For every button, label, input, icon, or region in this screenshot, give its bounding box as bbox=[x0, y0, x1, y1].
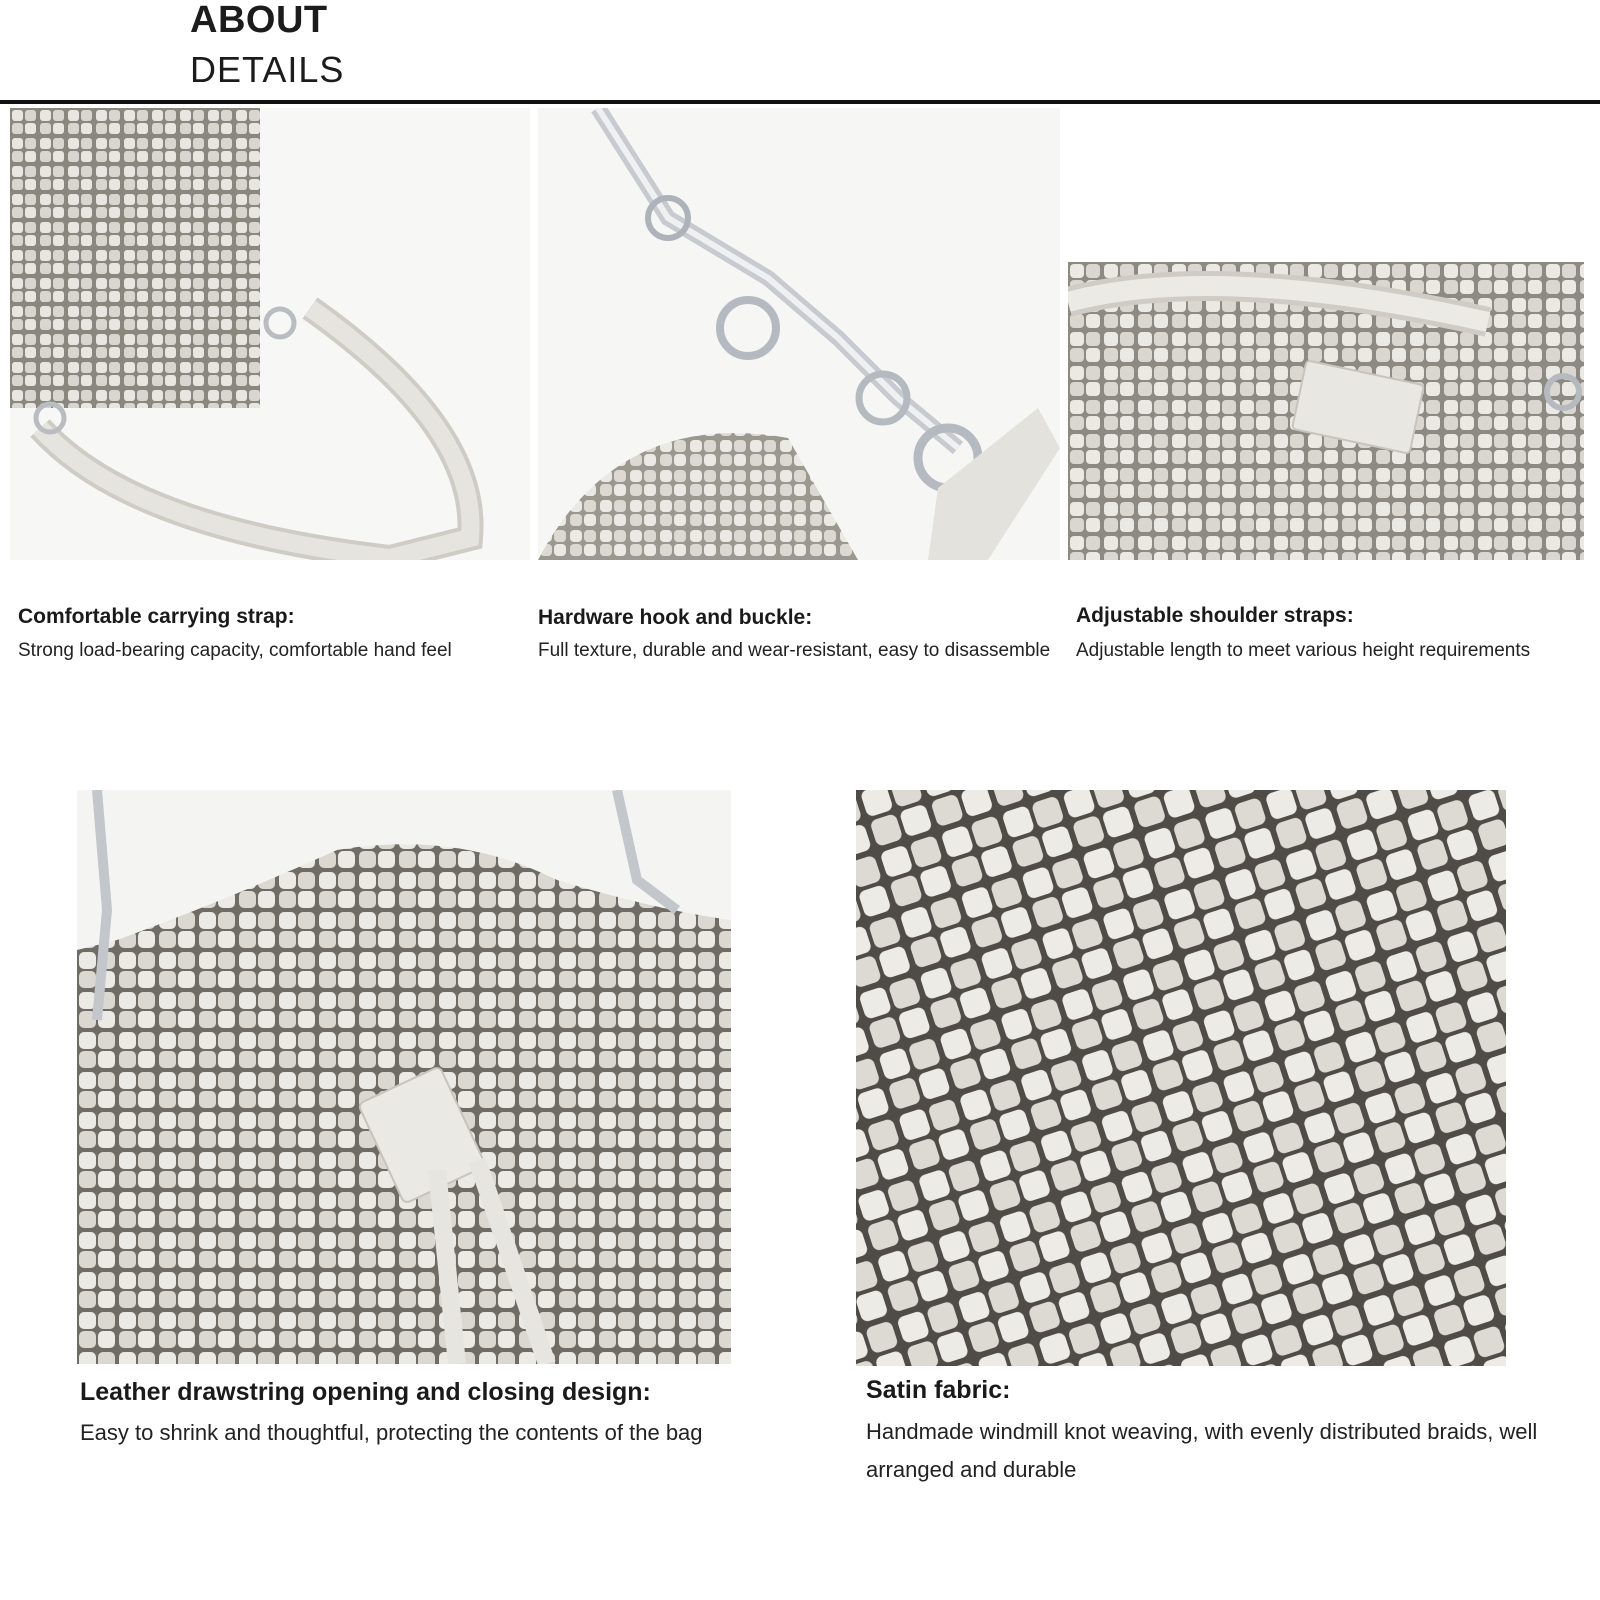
hook-photo bbox=[538, 108, 1060, 560]
drawstring-photo bbox=[77, 790, 731, 1364]
header-divider bbox=[0, 100, 1600, 104]
feature-title-strap: Comfortable carrying strap: bbox=[18, 605, 295, 628]
feature-desc-shoulder-strap: Adjustable length to meet various height requirements bbox=[1076, 640, 1531, 661]
page-title: ABOUT bbox=[190, 0, 328, 41]
feature-title-hook: Hardware hook and buckle: bbox=[538, 606, 813, 629]
feature-desc-satin: Handmade windmill knot weaving, with evenly distributed braids, well arranged and durable bbox=[866, 1419, 1538, 1482]
feature-title-drawstring: Leather drawstring opening and closing design: bbox=[80, 1378, 651, 1406]
feature-desc-strap: Strong load-bearing capacity, comfortable hand feel bbox=[18, 640, 452, 661]
page-subtitle: DETAILS bbox=[190, 49, 345, 90]
shoulder-strap-photo bbox=[1068, 262, 1584, 560]
feature-desc-hook: Full texture, durable and wear-resistant, easy to disassemble bbox=[538, 640, 1051, 661]
woven-texture-photo bbox=[856, 790, 1506, 1366]
feature-title-shoulder-strap: Adjustable shoulder straps: bbox=[1076, 604, 1354, 627]
strap-photo bbox=[10, 108, 530, 560]
feature-title-satin: Satin fabric: bbox=[866, 1376, 1011, 1404]
feature-desc-drawstring: Easy to shrink and thoughtful, protecting the contents of the bag bbox=[80, 1420, 703, 1445]
